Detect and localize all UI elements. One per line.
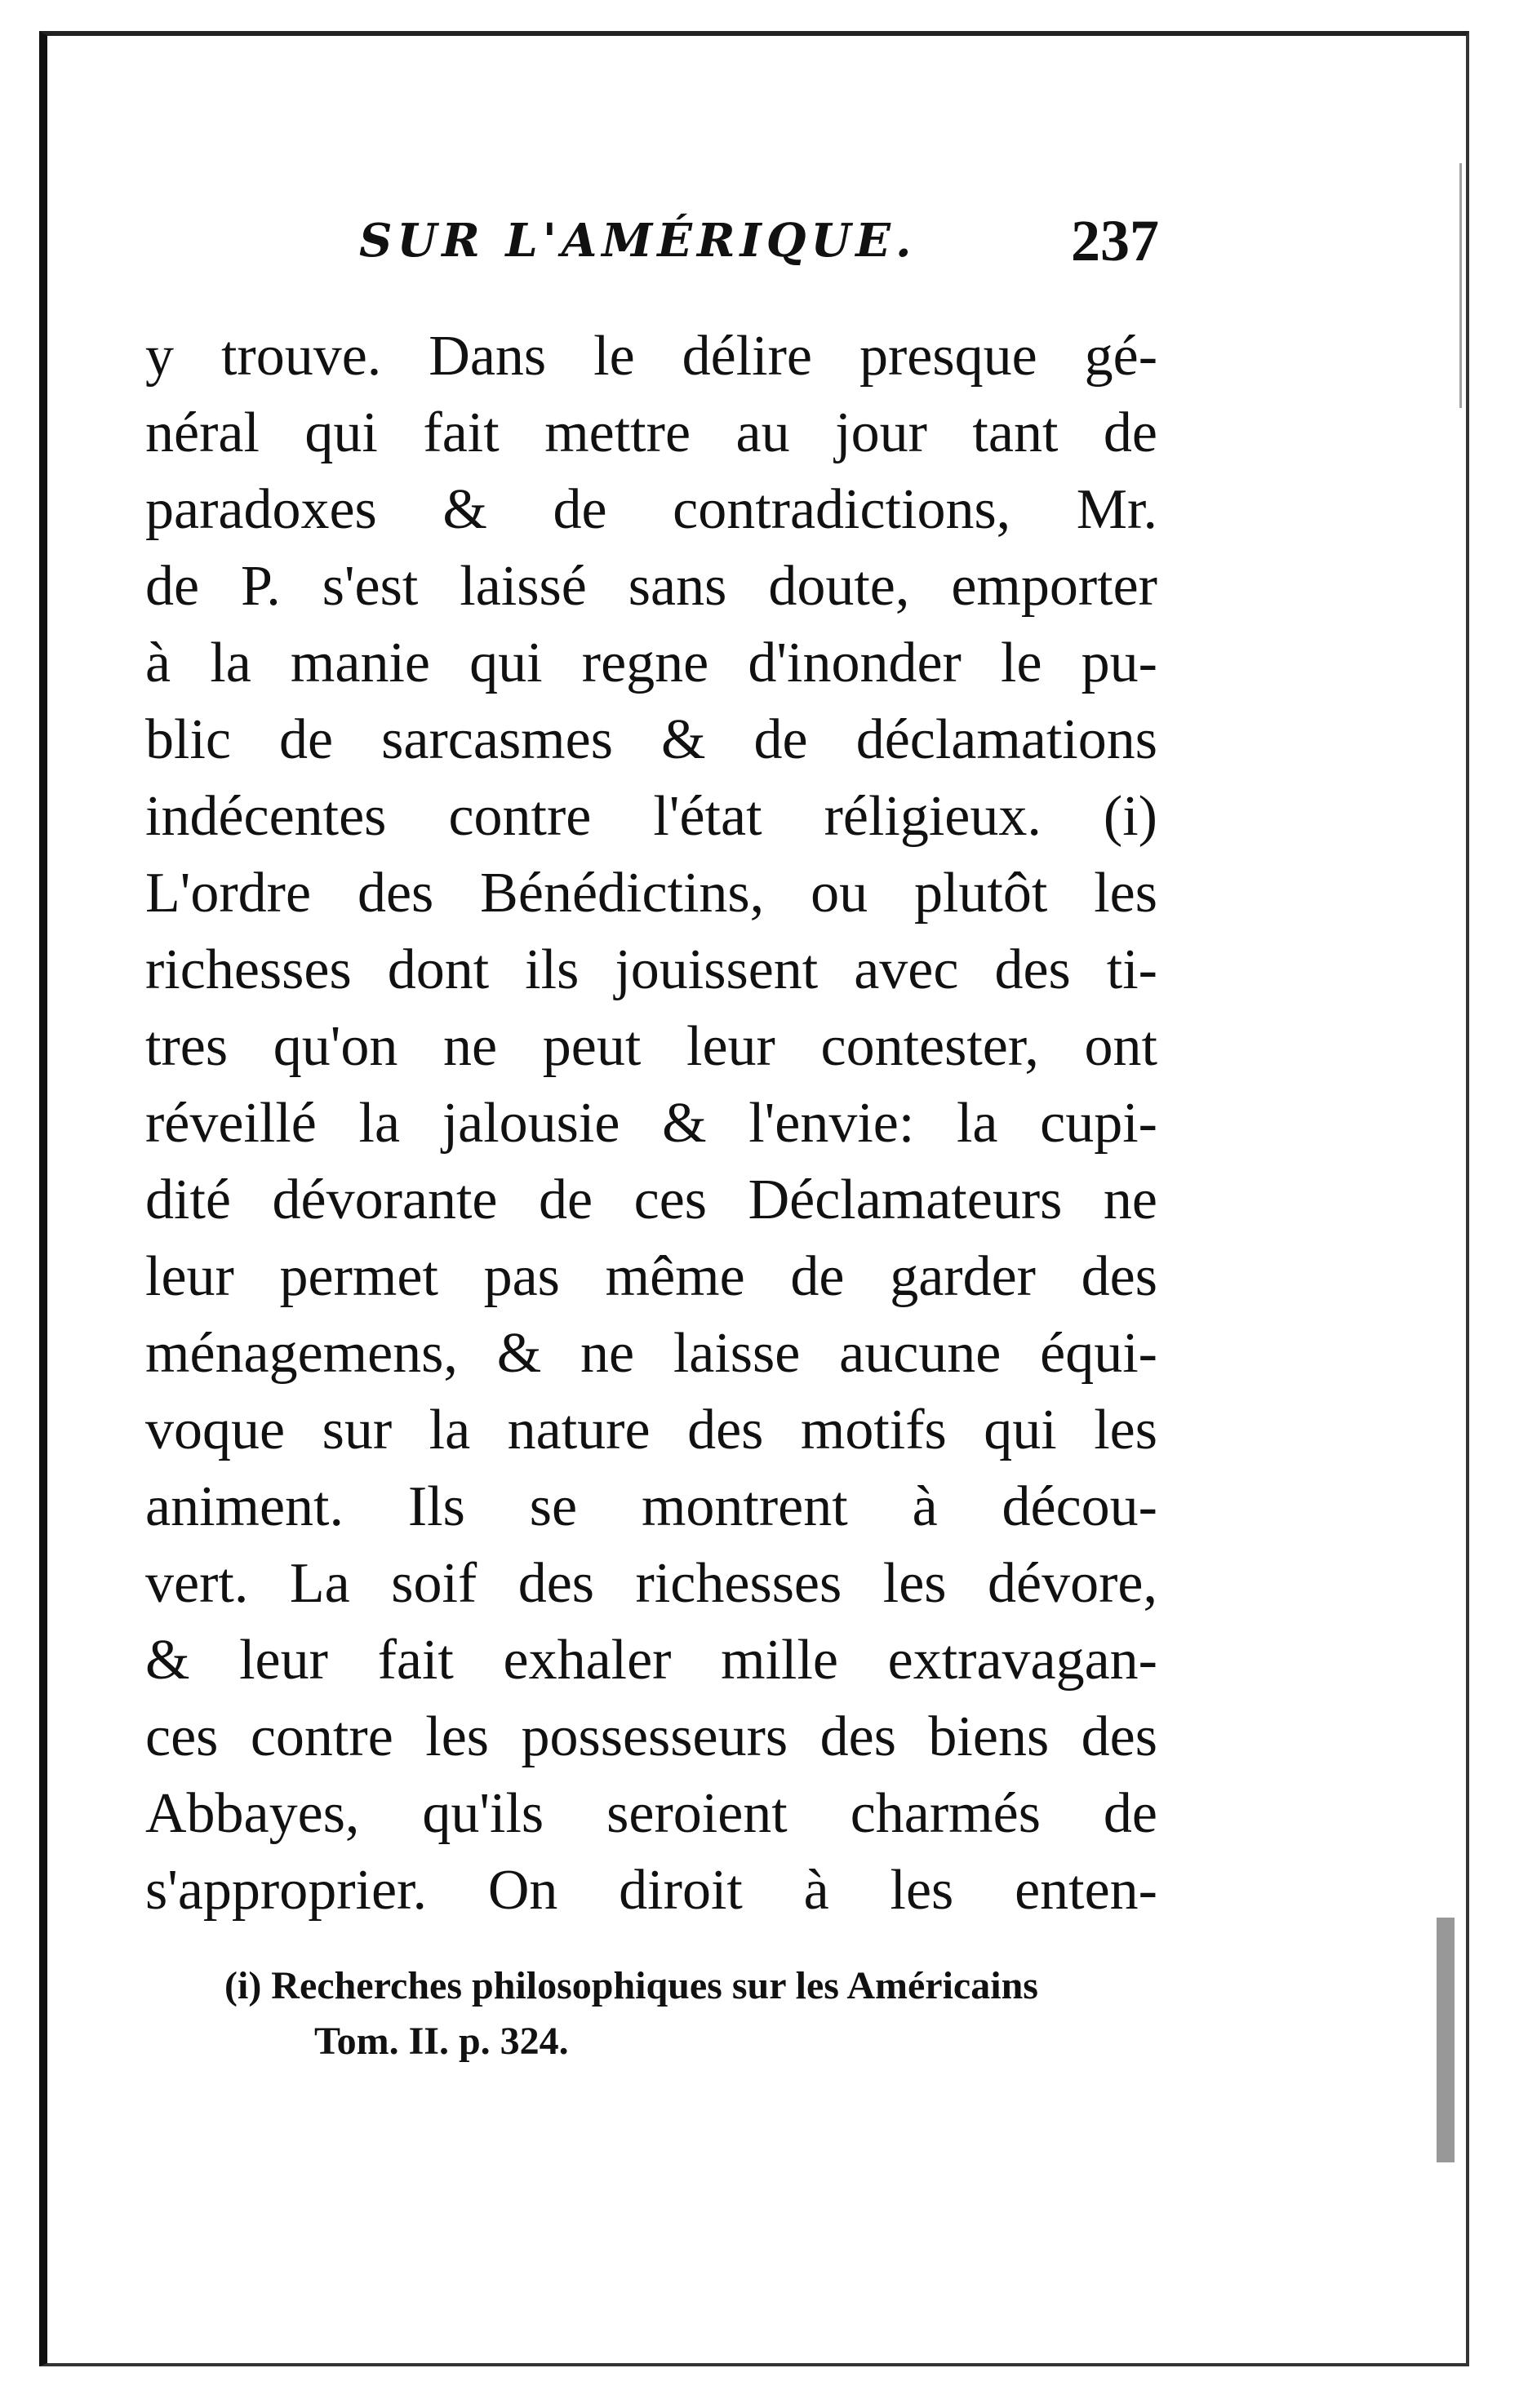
scan-edge-mark bbox=[1437, 1918, 1455, 2162]
text-line: leur permet pas même de garder des bbox=[145, 1245, 1157, 1308]
footnote-line: Tom. II. p. 324. bbox=[314, 2020, 569, 2063]
text-line: paradoxes & de contradictions, Mr. bbox=[145, 478, 1157, 541]
text-line: voque sur la nature des motifs qui les bbox=[145, 1399, 1157, 1461]
text-line: Abbayes, qu'ils seroient charmés de bbox=[145, 1782, 1157, 1845]
text-line: de P. s'est laissé sans doute, emporter bbox=[145, 555, 1157, 618]
page-header bbox=[359, 204, 1159, 277]
text-line: néral qui fait mettre au jour tant de bbox=[145, 401, 1157, 464]
text-line: réveillé la jalousie & l'envie: la cupi- bbox=[145, 1092, 1157, 1155]
running-head: SUR L'AMÉRIQUE. bbox=[359, 214, 917, 268]
text-line: richesses dont ils jouissent avec des ti- bbox=[145, 938, 1157, 1001]
text-line: indécentes contre l'état réligieux. (i) bbox=[145, 785, 1157, 848]
scan-edge-mark bbox=[1459, 163, 1462, 408]
footnote-line: (i) Recherches philosophiques sur les Américains bbox=[224, 1964, 1038, 2007]
text-line: ménagemens, & ne laisse aucune équi- bbox=[145, 1322, 1157, 1385]
text-line: ces contre les possesseurs des biens des bbox=[145, 1705, 1157, 1768]
text-line: tres qu'on ne peut leur contester, ont bbox=[145, 1015, 1157, 1078]
text-line: & leur fait exhaler mille extravagan- bbox=[145, 1629, 1157, 1692]
text-line: L'ordre des Bénédictins, ou plutôt les bbox=[145, 862, 1157, 925]
text-line: y trouve. Dans le délire presque gé- bbox=[145, 325, 1157, 388]
text-line: s'approprier. On diroit à les enten- bbox=[145, 1859, 1157, 1922]
text-line: dité dévorante de ces Déclamateurs ne bbox=[145, 1169, 1157, 1231]
body-text bbox=[145, 318, 1157, 1929]
page-number: 237 bbox=[1071, 208, 1159, 273]
text-line: blic de sarcasmes & de déclamations bbox=[145, 708, 1157, 771]
text-line: à la manie qui regne d'inonder le pu- bbox=[145, 632, 1157, 694]
text-line: vert. La soif des richesses les dévore, bbox=[145, 1552, 1157, 1615]
footnote bbox=[224, 1958, 1147, 2069]
text-line: animent. Ils se montrent à décou- bbox=[145, 1475, 1157, 1538]
